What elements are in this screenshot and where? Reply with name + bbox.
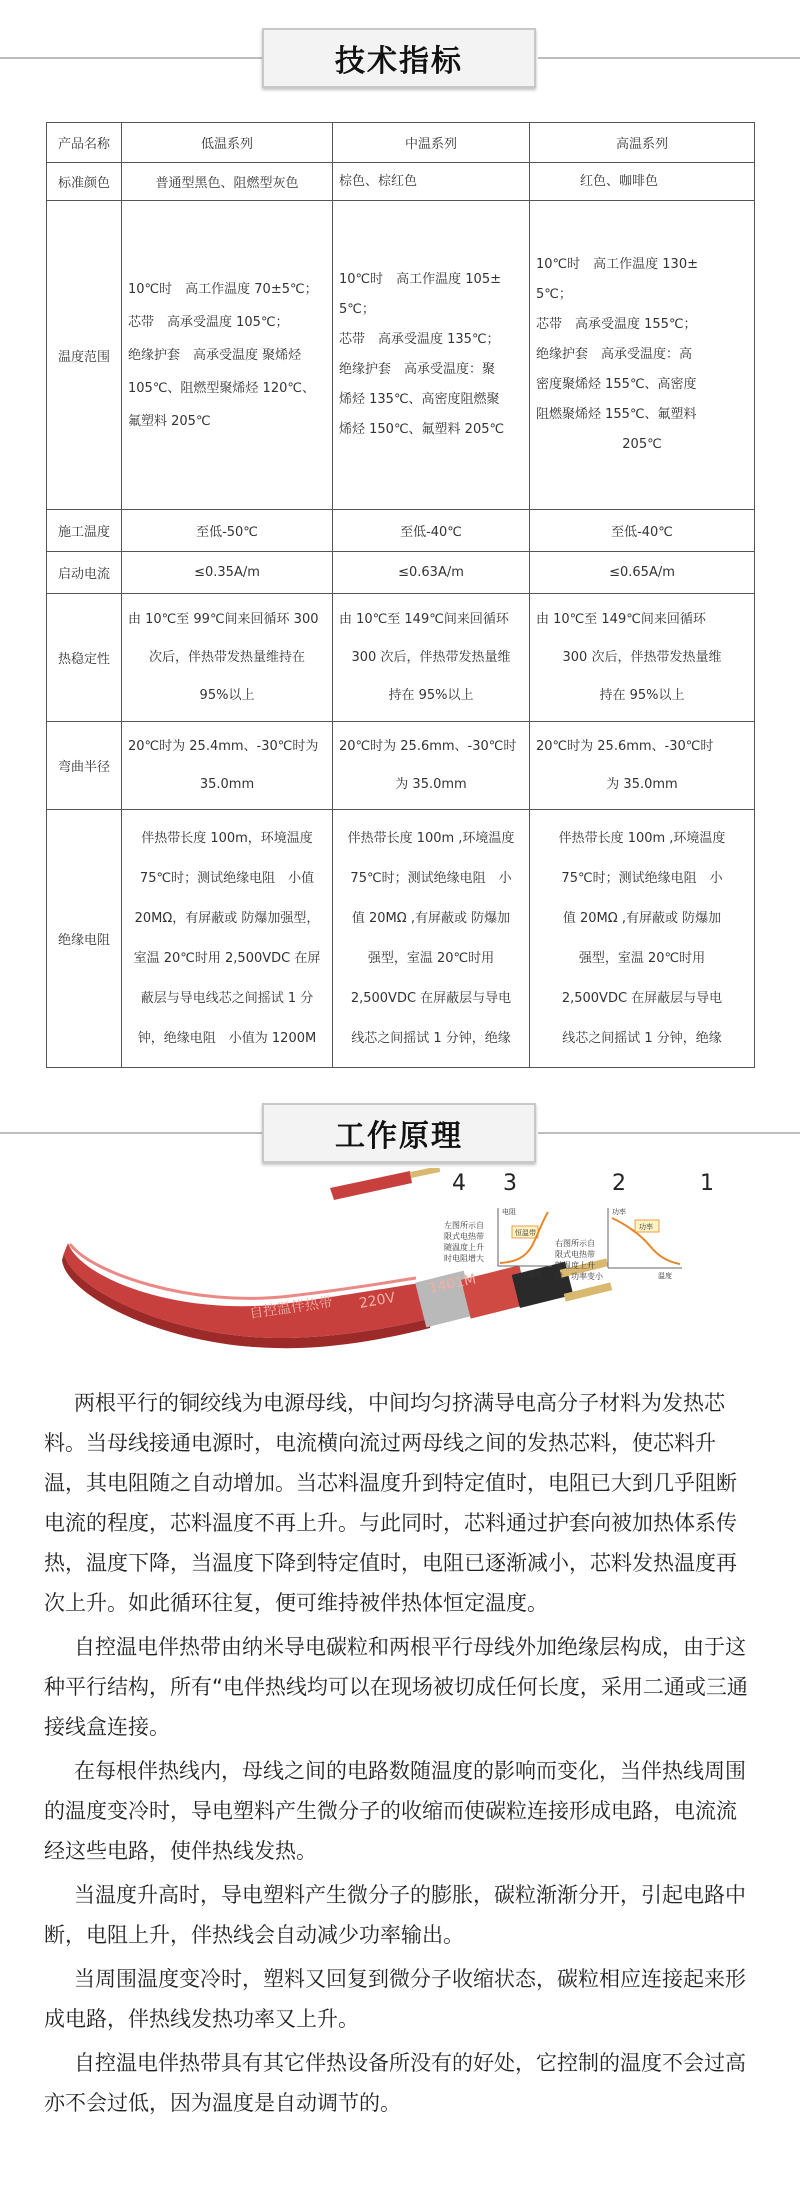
layer-number: 4 (452, 1171, 466, 1196)
cell-high: 伴热带长度 100m ,环境温度 75℃时；测试绝缘电阻 小 值 20MΩ ,有屏蔽或 防爆加 强型，室温 20℃时用 2,500VDC 在屏蔽层与导电 线芯之间摇试 1 分钟，绝缘 (530, 810, 755, 1068)
cable-jacket-icon (64, 1243, 432, 1338)
cell-high: 至低-40℃ (530, 510, 755, 552)
header-cell-high: 高温系列 (530, 123, 755, 163)
cell-mid: 20℃时为 25.6mm、-30℃时 为 35.0mm (333, 722, 530, 810)
cell-high: 由 10℃至 149℃间来回循环 300 次后，伴热带发热量维 持在 95%以上 (530, 594, 755, 722)
spec-table (46, 122, 755, 1068)
cell-mid: 至低-40℃ (333, 510, 530, 552)
row-label: 热稳定性 (47, 594, 122, 722)
table-row (47, 552, 755, 594)
graph-axis-label: 温度 (658, 1272, 672, 1280)
principle-text (44, 1383, 756, 2127)
cell-low: 至低-50℃ (122, 510, 333, 552)
layer-number: 3 (503, 1171, 517, 1196)
row-label: 启动电流 (47, 552, 122, 594)
section-title-specs: 技术指标 (262, 28, 536, 88)
curve-label: 恒温带 (515, 1229, 536, 1237)
layer-number: 2 (612, 1171, 626, 1196)
row-label: 绝缘电阻 (47, 810, 122, 1068)
cell-high: ≤0.65A/m (530, 552, 755, 594)
table-row (47, 810, 755, 1068)
resistance-graph (444, 1207, 552, 1278)
section-header-specs (0, 28, 800, 88)
graph-caption: 时电阻增大 (444, 1254, 484, 1263)
cell-low: 伴热带长度 100m，环境温度 75℃时；测试绝缘电阻 小值 20MΩ，有屏蔽或 防爆加强型， 室温 20℃时用 2,500VDC 在屏 蔽层与导电线芯之间摇试 1 分 钟，绝缘电阻 小值为 1200M (122, 810, 333, 1068)
table-row (47, 201, 755, 510)
table-row (47, 510, 755, 552)
header-rule-left (0, 1132, 262, 1134)
heating-cable-illustration (60, 1168, 760, 1368)
graph-caption: 随温度上升 (555, 1261, 595, 1270)
graph-caption: 时，功率变小 (555, 1272, 603, 1281)
graph-caption: 限式电热带 (555, 1250, 595, 1259)
header-rule-right (538, 57, 800, 59)
cell-high: 10℃时 高工作温度 130± 5℃； 芯带 高承受温度 155℃； 绝缘护套 高承受温度：高 密度聚烯烃 155℃、高密度 阻燃聚烯烃 155℃、氟塑料 205℃ (530, 201, 755, 510)
graph-axis-label: 电阻 (502, 1208, 516, 1216)
cell-mid: 10℃时 高工作温度 105± 5℃； 芯带 高承受温度 135℃； 绝缘护套 高承受温度：聚 烯烃 135℃、高密度阻燃聚 烯烃 150℃、氟塑料 205℃ (333, 201, 530, 510)
table-row (47, 722, 755, 810)
cable-end-icon (330, 1171, 412, 1200)
cell-low: ≤0.35A/m (122, 552, 333, 594)
paragraph: 当周围温度变冷时，塑料又回复到微分子收缩状态，碳粒相应连接起来形成电路，伴热线发热功率又上升。 (44, 1967, 746, 2031)
table-header-row (47, 123, 755, 163)
header-rule-right (538, 1132, 800, 1134)
cell-mid: 由 10℃至 149℃间来回循环 300 次后，伴热带发热量维 持在 95%以上 (333, 594, 530, 722)
row-label: 标准颜色 (47, 163, 122, 201)
cell-high: 红色、咖啡色 (530, 163, 755, 201)
cell-mid: ≤0.63A/m (333, 552, 530, 594)
header-rule-left (0, 57, 262, 59)
graph-caption: 随温度上升 (444, 1243, 484, 1252)
graph-caption: 限式电热带 (444, 1232, 484, 1241)
graph-caption: 左图所示自 (444, 1221, 484, 1230)
cell-low: 普通型黑色、阻燃型灰色 (122, 163, 333, 201)
row-label: 施工温度 (47, 510, 122, 552)
table-row (47, 163, 755, 201)
header-cell-product: 产品名称 (47, 123, 122, 163)
cell-mid: 棕色、棕红色 (333, 163, 530, 201)
curve-label: 功率 (639, 1223, 653, 1231)
graph-caption: 右图所示自 (555, 1239, 595, 1248)
row-label: 弯曲半径 (47, 722, 122, 810)
cable-print-text: 1401M (427, 1271, 478, 1297)
layer-number: 1 (700, 1171, 714, 1196)
paragraph: 在每根伴热线内，母线之间的电路数随温度的影响而变化，当伴热线周围的温度变冷时，导电塑料产生微分子的收缩而使碳粒连接形成电路，电流流经这些电路，使伴热线发热。 (44, 1759, 746, 1863)
paragraph: 两根平行的铜绞线为电源母线，中间均匀挤满导电高分子材料为发热芯料。当母线接通电源时，电流横向流过两母线之间的发热芯料，使芯料升温，其电阻随之自动增加。当芯料温度升到特定值时，电阻已大到几乎阻断电流的程度，芯料温度不再上升。与此同时，芯料通过护套向被加热体系传热，温度下降，当温度下降到特定值时，电阻已逐渐减小，芯料发热温度再次上升。如此循环往复，便可维持被伴热体恒定温度。 (44, 1391, 737, 1615)
cell-low: 20℃时为 25.4mm、-30℃时为 35.0mm (122, 722, 333, 810)
cell-high: 20℃时为 25.6mm、-30℃时 为 35.0mm (530, 722, 755, 810)
graph-axis-label: 温度 (528, 1270, 542, 1278)
header-cell-low: 低温系列 (122, 123, 333, 163)
section-title-principle: 工作原理 (262, 1103, 536, 1163)
bus-wire-icon (410, 1168, 441, 1178)
header-cell-mid: 中温系列 (333, 123, 530, 163)
row-label: 温度范围 (47, 201, 122, 510)
cell-low: 10℃时 高工作温度 70±5℃； 芯带 高承受温度 105℃； 绝缘护套 高承受温度 聚烯烃 105℃、阻燃型聚烯烃 120℃、 氟塑料 205℃ (122, 201, 333, 510)
cable-print-text: 自控温伴热带 (248, 1294, 334, 1322)
cable-print-text: 220V (357, 1289, 397, 1312)
table-row (47, 594, 755, 722)
paragraph: 当温度升高时，导电塑料产生微分子的膨胀，碳粒渐渐分开，引起电路中断，电阻上升，伴热线会自动减少功率输出。 (44, 1883, 746, 1947)
paragraph: 自控温电伴热带由纳米导电碳粒和两根平行母线外加绝缘层构成，由于这种平行结构，所有“电伴热线均可以在现场被切成任何长度，采用二通或三通接线盒连接。 (44, 1635, 748, 1739)
section-header-principle (0, 1103, 800, 1163)
paragraph: 自控温电伴热带具有其它伴热设备所没有的好处，它控制的温度不会过高亦不会过低，因为温度是自动调节的。 (44, 2051, 746, 2115)
graph-axis-label: 功率 (612, 1208, 626, 1216)
cell-low: 由 10℃至 99℃间来回循环 300 次后，伴热带发热量维持在 95%以上 (122, 594, 333, 722)
cell-mid: 伴热带长度 100m ,环境温度 75℃时；测试绝缘电阻 小 值 20MΩ ,有屏蔽或 防爆加 强型，室温 20℃时用 2,500VDC 在屏蔽层与导电 线芯之间摇试 1 分钟，绝缘 (333, 810, 530, 1068)
